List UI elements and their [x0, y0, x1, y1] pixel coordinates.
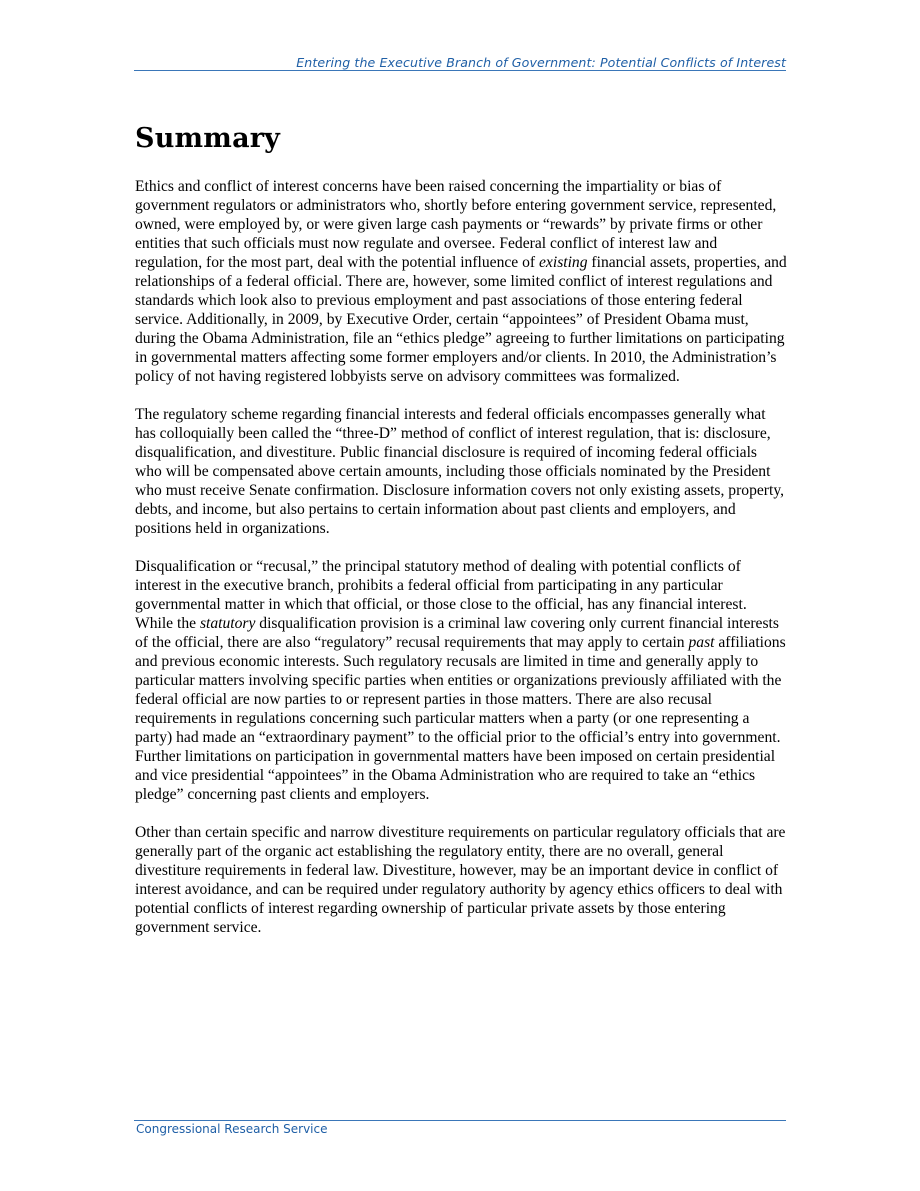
paragraph-1 — [135, 177, 787, 386]
summary-body — [135, 177, 787, 956]
paragraph-1-text-b: financial assets, properties, and relationships of a federal official. There are, however, some limited conflict of interest regulations and standards which look also to previous employment and past associations of those entering federal service. Additionally, in 2009, by Executive Order, certain “appointees” of President Obama must, during the Obama Administration, file an “ethics pledge” agreeing to further limitations on participating in governmental matters affecting some former employers and/or clients. In 2010, the Administration’s policy of not having registered lobbyists serve on advisory committees was formalized. — [135, 254, 787, 385]
paragraph-1-text-a: Ethics and conflict of interest concerns have been raised concerning the impartiality or bias of government regulators or administrators who, shortly before entering government service, represented, owned, were employed by, or were given large cash payments or “rewards” by private firms or other entities that such officials must now regulate and oversee. Federal conflict of interest law and regulation, for the most part, deal with the potential influence of — [135, 178, 777, 271]
paragraph-3-emphasis-statutory: statutory — [199, 615, 256, 632]
paragraph-3-text-b: disqualification provision is a criminal law covering only current financial interests of the official, there are also “regulatory” recusal requirements that may apply to certain — [135, 615, 779, 651]
paragraph-1-emphasis: existing — [539, 254, 588, 271]
running-header: Entering the Executive Branch of Government: Potential Conflicts of Interest — [296, 55, 786, 70]
footer-divider — [134, 1120, 786, 1121]
paragraph-3-text-c: affiliations and previous economic interests. Such regulatory recusals are limited in time and generally apply to particular matters involving specific parties when entities or organizations previously affiliated with the federal official are now parties to or represent parties in those matters. There are also recusal requirements in regulations concerning such particular matters when a party (or one representing a party) had made an “extraordinary payment” to the official prior to the official’s entry into government. Further limitations on participation in governmental matters have been imposed on certain presidential and vice presidential “appointees” in the Obama Administration who are required to take an “ethics pledge” concerning past clients and employers. — [135, 634, 786, 803]
paragraph-3-text-a: Disqualification or “recusal,” the principal statutory method of dealing with potential conflicts of interest in the executive branch, prohibits a federal official from participating in any particular governmental matter in which that official, or those close to the official, has any financial interest. While the — [135, 558, 747, 632]
paragraph-4 — [135, 823, 787, 937]
header-divider — [134, 70, 786, 71]
paragraph-2 — [135, 405, 787, 538]
footer-source: Congressional Research Service — [136, 1122, 328, 1136]
section-title: Summary — [135, 123, 281, 154]
paragraph-3 — [135, 557, 787, 804]
paragraph-3-emphasis-past: past — [688, 634, 715, 651]
paragraph-4-text: Other than certain specific and narrow divestiture requirements on particular regulatory officials that are generally part of the organic act establishing the regulatory entity, there are no overall, general divestiture requirements in federal law. Divestiture, however, may be an important device in conflict of interest avoidance, and can be required under regulatory authority by agency ethics officers to deal with potential conflicts of interest regarding ownership of particular private assets by those entering government service. — [135, 824, 786, 936]
paragraph-2-text: The regulatory scheme regarding financial interests and federal officials encompasses generally what has colloquially been called the “three-D” method of conflict of interest regulation, that is: disclosure, disqualification, and divestiture. Public financial disclosure is required of incoming federal officials who will be compensated above certain amounts, including those officials nominated by the President who must receive Senate confirmation. Disclosure information covers not only existing assets, property, debts, and income, but also pertains to certain information about past clients and employers, and positions held in organizations. — [135, 406, 785, 537]
